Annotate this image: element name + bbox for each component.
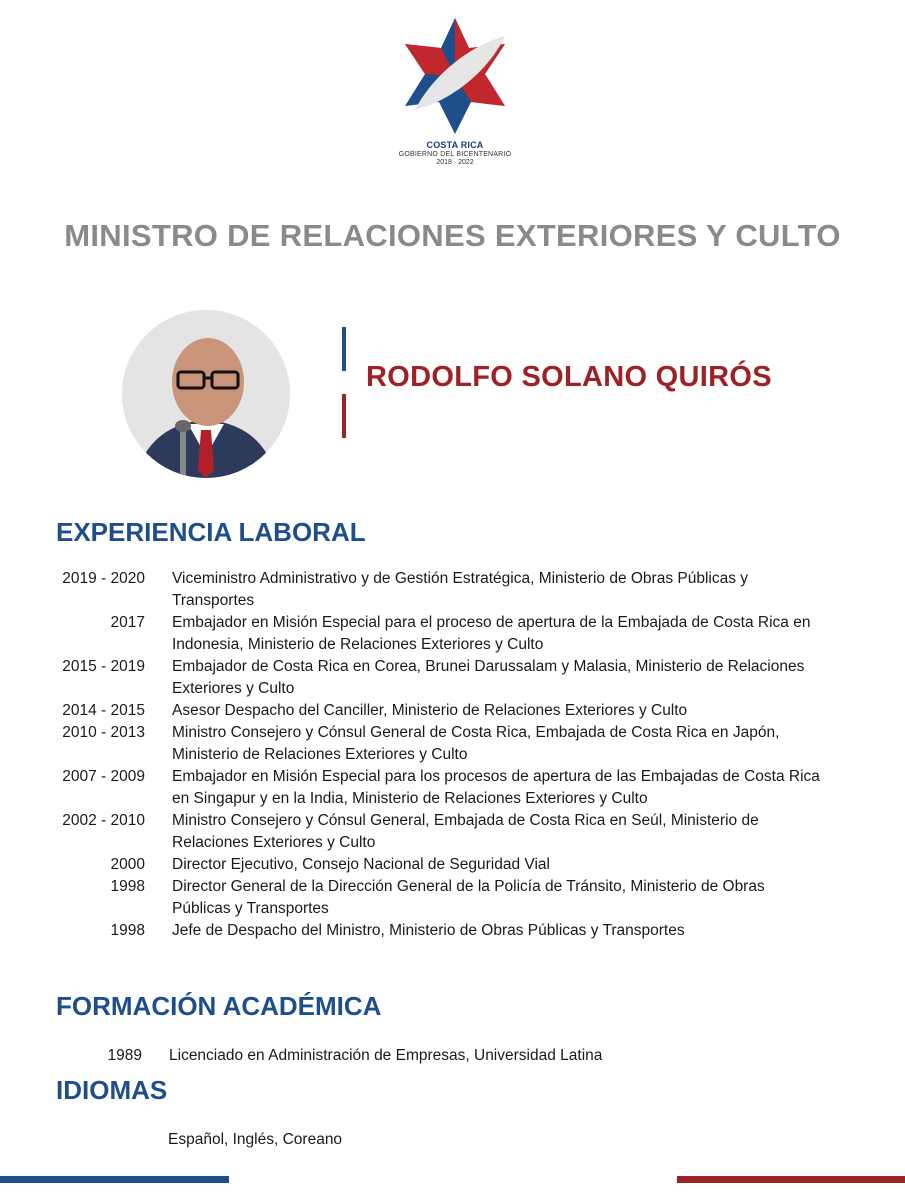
experience-list (40, 568, 840, 942)
education-description: Licenciado en Administración de Empresas, Universidad Latina (169, 1047, 603, 1064)
item-year: 2014 - 2015 (62, 702, 145, 719)
list-item (40, 876, 840, 920)
star-emblem-icon (393, 14, 517, 138)
list-item (40, 612, 840, 656)
item-year: 2017 (110, 614, 145, 631)
logo-government: GOBIERNO DEL BICENTENARIO (398, 151, 512, 158)
list-item (40, 568, 840, 612)
person-name: RODOLFO SOLANO QUIRÓS (366, 361, 772, 393)
education-item (40, 1045, 869, 1067)
education-heading: FORMACIÓN ACADÉMICA (56, 991, 382, 1021)
list-item (40, 766, 840, 810)
item-description: Jefe de Despacho del Ministro, Ministerio de Obras Públicas y Transportes (172, 922, 685, 939)
list-item (40, 700, 840, 722)
experience-heading: EXPERIENCIA LABORAL (56, 517, 366, 547)
item-description: Ministro Consejero y Cónsul General, Embajada de Costa Rica en Seúl, Ministerio de Relaciones Exteriores y Culto (172, 812, 759, 851)
item-description: Director Ejecutivo, Consejo Nacional de Seguridad Vial (172, 856, 550, 873)
footer-bar-red (677, 1176, 905, 1183)
item-year: 2000 (110, 856, 145, 873)
government-logo (385, 14, 525, 179)
education-year: 1989 (107, 1047, 142, 1064)
footer-bar-blue (0, 1176, 229, 1183)
accent-bar-blue (342, 327, 346, 371)
item-year: 2010 - 2013 (62, 724, 145, 741)
item-year: 1998 (110, 922, 145, 939)
logo-country: COSTA RICA (426, 140, 484, 150)
list-item (40, 810, 840, 854)
item-year: 2007 - 2009 (62, 768, 145, 785)
list-item (40, 854, 840, 876)
languages-list: Español, Inglés, Coreano (168, 1131, 343, 1148)
logo-period: 2018 · 2022 (436, 159, 474, 166)
item-year: 2019 - 2020 (62, 570, 145, 587)
item-description: Viceministro Administrativo y de Gestión Estratégica, Ministerio de Obras Públicas y Transportes (172, 570, 749, 609)
list-item (40, 656, 840, 700)
list-item (40, 722, 840, 766)
item-description: Embajador en Misión Especial para los procesos de apertura de las Embajadas de Costa Rica en Singapur y en la India, Ministerio de Relaciones Exteriores y Culto (172, 768, 820, 807)
item-description: Ministro Consejero y Cónsul General de Costa Rica, Embajada de Costa Rica en Japón, Ministerio de Relaciones Exteriores y Culto (172, 724, 780, 763)
item-year: 2015 - 2019 (62, 658, 145, 675)
portrait-photo (122, 310, 290, 478)
accent-bar-red (342, 394, 346, 438)
item-description: Embajador en Misión Especial para el proceso de apertura de la Embajada de Costa Rica en Indonesia, Ministerio de Relaciones Exteriores y Culto (172, 614, 811, 653)
item-description: Director General de la Dirección General de la Policía de Tránsito, Ministerio de Obras Públicas y Transportes (172, 878, 765, 917)
ministry-title: MINISTRO DE RELACIONES EXTERIORES Y CULTO (64, 218, 841, 253)
item-description: Embajador de Costa Rica en Corea, Brunei Darussalam y Malasia, Ministerio de Relaciones Exteriores y Culto (172, 658, 805, 697)
item-year: 2002 - 2010 (62, 812, 145, 829)
item-year: 1998 (110, 878, 145, 895)
item-description: Asesor Despacho del Canciller, Ministerio de Relaciones Exteriores y Culto (172, 702, 688, 719)
languages-heading: IDIOMAS (56, 1075, 168, 1105)
list-item (40, 920, 840, 942)
